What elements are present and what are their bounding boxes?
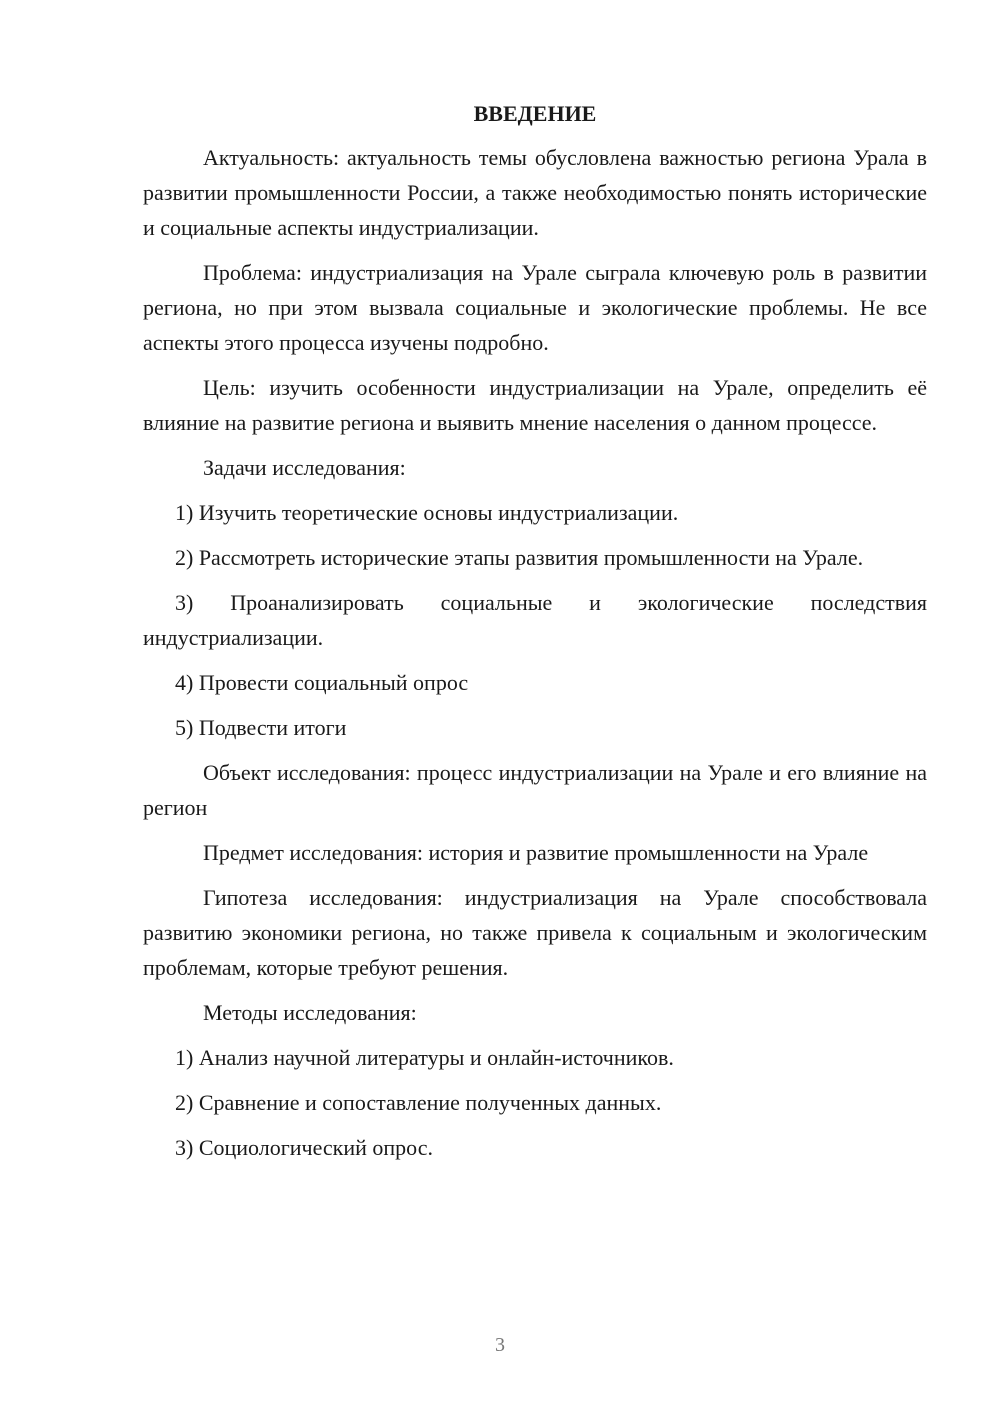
task-item: 3) Проанализировать социальные и экологические последствия индустриализации. — [143, 590, 927, 650]
methods-title: Методы исследования: — [203, 1000, 417, 1025]
relevance-paragraph: Актуальность: актуальность темы обусловлена важностью региона Урала в развитии промышленности России, а также необходимостью понять исторические и социальные аспекты индустриализации. — [143, 145, 927, 240]
hypothesis-paragraph: Гипотеза исследования: индустриализация на Урале способствовала развитию экономики региона, но также привела к социальным и экологическим проблемам, которые требуют решения. — [143, 885, 927, 980]
document-page — [143, 96, 927, 1175]
problem-paragraph: Проблема: индустриализация на Урале сыграла ключевую роль в развитии региона, но при этом вызвала социальные и экологические проблемы. Не все аспекты этого процесса изучены подробно. — [143, 260, 927, 355]
method-item: 1) Анализ научной литературы и онлайн-источников. — [175, 1045, 674, 1070]
subject-paragraph: Предмет исследования: история и развитие промышленности на Урале — [203, 840, 869, 865]
method-item: 2) Сравнение и сопоставление полученных данных. — [175, 1090, 662, 1115]
task-item: 1) Изучить теоретические основы индустриализации. — [175, 500, 679, 525]
object-paragraph: Объект исследования: процесс индустриализации на Урале и его влияние на регион — [143, 760, 927, 820]
tasks-title: Задачи исследования: — [203, 455, 406, 480]
page-number: 3 — [495, 1334, 505, 1356]
task-item: 5) Подвести итоги — [175, 715, 347, 740]
task-item: 4) Провести социальный опрос — [175, 670, 469, 695]
goal-paragraph: Цель: изучить особенности индустриализации на Урале, определить её влияние на развитие региона и выявить мнение населения о данном процессе. — [143, 375, 927, 435]
section-heading: ВВЕДЕНИЕ — [473, 101, 597, 126]
task-item: 2) Рассмотреть исторические этапы развития промышленности на Урале. — [175, 545, 864, 570]
method-item: 3) Социологический опрос. — [175, 1135, 433, 1160]
